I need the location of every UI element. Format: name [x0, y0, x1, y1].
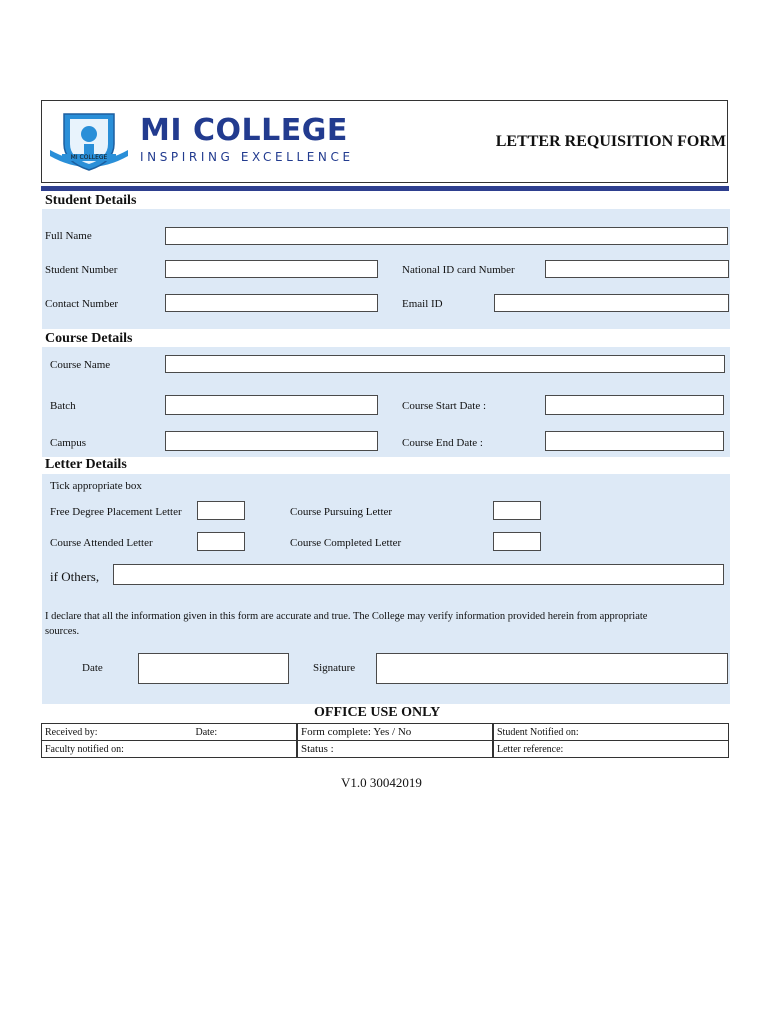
emblem-text: MI COLLEGE	[62, 154, 116, 161]
form-version: V1.0 30042019	[341, 775, 422, 790]
office-use-table-right	[493, 723, 729, 758]
received-by-cell[interactable]	[42, 724, 297, 741]
declaration-line-1: I declare that all the information given in this form are accurate and true. The College may verify information provided herein from appropriate	[45, 611, 648, 622]
college-emblem	[46, 110, 132, 176]
declaration-date-field[interactable]	[138, 653, 289, 684]
contact-number-label: Contact Number	[45, 298, 119, 310]
letter-reference-cell[interactable]	[494, 741, 729, 758]
national-id-label: National ID card Number	[402, 264, 515, 276]
letter-reference-label: Letter reference:	[497, 743, 564, 755]
contact-number-field[interactable]	[165, 294, 378, 312]
logo-tagline: INSPIRING EXCELLENCE	[140, 150, 354, 164]
free-degree-letter-checkbox[interactable]	[197, 501, 245, 520]
campus-field[interactable]	[165, 431, 378, 451]
faculty-notified-label: Faculty notified on:	[45, 743, 124, 755]
student-notified-cell[interactable]	[494, 724, 729, 741]
student-number-field[interactable]	[165, 260, 378, 278]
declaration-line-2: sources.	[45, 626, 80, 637]
office-use-table-left	[41, 723, 297, 758]
course-end-date-label: Course End Date :	[402, 437, 483, 449]
course-start-date-field[interactable]	[545, 395, 724, 415]
course-start-date-label: Course Start Date :	[402, 400, 487, 412]
course-name-field[interactable]	[165, 355, 725, 373]
course-name-label: Course Name	[50, 359, 111, 371]
signature-label: Signature	[313, 662, 356, 674]
course-completed-letter-checkbox[interactable]	[493, 532, 541, 551]
faculty-notified-cell[interactable]	[42, 741, 297, 758]
batch-field[interactable]	[165, 395, 378, 415]
student-number-label: Student Number	[45, 264, 118, 276]
form-title: LETTER REQUISITION FORM	[495, 133, 726, 150]
course-pursuing-letter-checkbox[interactable]	[493, 501, 541, 520]
office-use-table-middle	[297, 723, 493, 758]
national-id-field[interactable]	[545, 260, 729, 278]
office-date-label: Date:	[195, 726, 218, 738]
date-label: Date	[82, 662, 103, 674]
received-by-label: Received by:	[45, 726, 98, 738]
course-completed-letter-label: Course Completed Letter	[290, 537, 402, 549]
batch-label: Batch	[50, 400, 76, 412]
form-complete-cell[interactable]	[298, 724, 493, 741]
header-divider	[41, 186, 729, 191]
letter-details-title: Letter Details	[45, 457, 127, 472]
other-letter-label: if Others,	[50, 569, 100, 584]
course-end-date-field[interactable]	[545, 431, 724, 451]
form-complete-label: Form complete: Yes / No	[301, 726, 412, 738]
course-attended-letter-checkbox[interactable]	[197, 532, 245, 551]
status-label: Status :	[301, 743, 334, 755]
course-pursuing-letter-label: Course Pursuing Letter	[290, 506, 393, 518]
course-attended-letter-label: Course Attended Letter	[50, 537, 153, 549]
campus-label: Campus	[50, 437, 87, 449]
other-letter-field[interactable]	[113, 564, 724, 585]
full-name-label: Full Name	[45, 230, 92, 242]
logo-wordmark: MI COLLEGE	[140, 113, 348, 148]
email-label: Email ID	[402, 298, 443, 310]
full-name-field[interactable]	[165, 227, 728, 245]
email-field[interactable]	[494, 294, 729, 312]
student-notified-label: Student Notified on:	[497, 726, 579, 738]
signature-field[interactable]	[376, 653, 728, 684]
course-details-title: Course Details	[45, 331, 133, 346]
tick-instruction: Tick appropriate box	[50, 480, 142, 492]
office-use-title: OFFICE USE ONLY	[314, 705, 441, 720]
student-details-title: Student Details	[45, 193, 137, 208]
status-cell[interactable]	[298, 741, 493, 758]
declaration-text	[45, 609, 725, 639]
free-degree-letter-label: Free Degree Placement Letter	[50, 506, 182, 518]
